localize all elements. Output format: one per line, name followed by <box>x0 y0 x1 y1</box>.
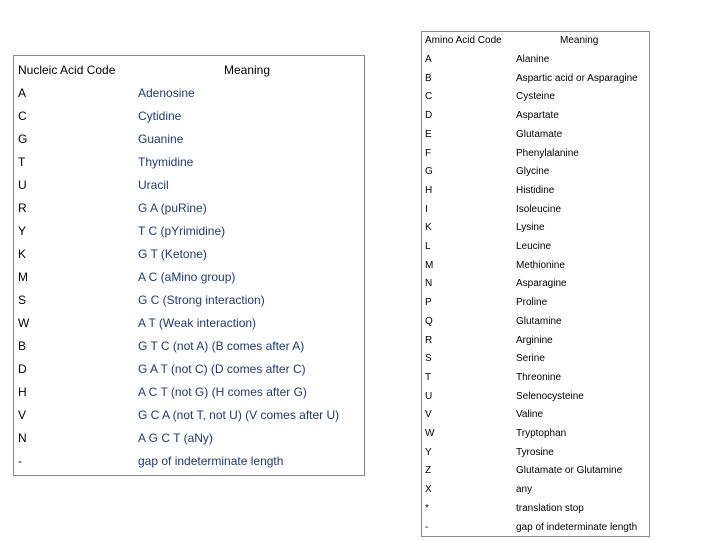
row-meaning: Tryptophan <box>516 428 567 439</box>
row-meaning: any <box>516 484 533 496</box>
row-code: A <box>425 54 432 65</box>
row-meaning: G A T (not C) (D comes after C) <box>138 362 306 376</box>
row-code: N <box>18 431 27 445</box>
row-meaning: Lysine <box>516 222 545 234</box>
nucleic-acid-code-table <box>13 55 365 476</box>
row-code: U <box>18 178 27 192</box>
row-meaning: Thymidine <box>138 155 194 169</box>
row-meaning: Cysteine <box>516 91 555 103</box>
row-meaning: Alanine <box>516 54 550 65</box>
row-code: - <box>425 521 429 533</box>
row-meaning: Phenylalanine <box>516 147 579 159</box>
row-meaning: Aspartic acid or Asparagine <box>516 72 638 84</box>
row-meaning: G C (Strong interaction) <box>138 293 265 307</box>
row-code: H <box>425 184 433 196</box>
row-meaning: Valine <box>516 409 544 421</box>
row-code: K <box>425 222 432 234</box>
row-code: N <box>425 278 433 290</box>
row-meaning: G T C (not A) (B comes after A) <box>138 339 305 353</box>
row-code: Y <box>425 446 432 458</box>
row-code: V <box>425 409 432 421</box>
row-code: - <box>18 454 22 468</box>
row-code: A <box>18 86 27 100</box>
row-meaning: G C A (not T, not U) (V comes after U) <box>138 408 340 422</box>
row-meaning: Adenosine <box>138 86 195 100</box>
row-meaning: Leucine <box>516 241 552 252</box>
row-meaning: Proline <box>516 297 548 309</box>
row-meaning: Aspartate <box>516 110 559 122</box>
row-meaning: Isoleucine <box>516 203 562 215</box>
row-code: D <box>18 362 27 376</box>
row-code: E <box>425 128 432 140</box>
row-code: G <box>425 166 433 178</box>
row-code: R <box>18 201 27 215</box>
row-code: T <box>18 155 26 169</box>
row-code: * <box>425 502 429 514</box>
row-code: W <box>18 316 30 330</box>
row-code: X <box>425 484 432 496</box>
row-meaning: A C (aMino group) <box>138 270 236 284</box>
row-meaning: Glutamine <box>516 315 562 327</box>
row-code: T <box>425 371 432 383</box>
row-code: B <box>425 72 432 84</box>
row-meaning: Glycine <box>516 166 550 178</box>
row-code: C <box>18 109 27 123</box>
nucleic-header-code: Nucleic Acid Code <box>18 63 116 77</box>
row-code: L <box>425 241 431 252</box>
row-code: Y <box>18 224 27 238</box>
row-code: V <box>18 408 27 422</box>
row-code: M <box>18 270 28 284</box>
row-meaning: Serine <box>516 353 545 365</box>
row-code: M <box>425 259 434 271</box>
row-meaning: A T (Weak interaction) <box>138 316 257 330</box>
row-code: Z <box>425 465 432 477</box>
row-meaning: Guanine <box>138 132 184 146</box>
row-code: S <box>18 293 27 307</box>
row-meaning: Uracil <box>138 178 169 192</box>
row-code: B <box>18 339 27 353</box>
amino-header-code: Amino Acid Code <box>425 35 502 46</box>
nucleic-header-meaning: Meaning <box>224 63 271 77</box>
row-code: C <box>425 91 433 103</box>
row-code: D <box>425 110 433 122</box>
row-meaning: G A (puRine) <box>138 201 207 215</box>
row-meaning: A C T (not G) (H comes after G) <box>138 385 307 399</box>
row-code: S <box>425 353 432 365</box>
row-meaning: Selenocysteine <box>516 390 584 402</box>
row-meaning: Methionine <box>516 259 565 271</box>
row-meaning: Asparagine <box>516 278 567 290</box>
row-code: H <box>18 385 27 399</box>
row-code: U <box>425 390 433 402</box>
amino-header-meaning: Meaning <box>560 35 599 46</box>
row-code: G <box>18 132 28 146</box>
row-code: Q <box>425 315 433 327</box>
row-meaning: translation stop <box>516 502 584 514</box>
row-code: K <box>18 247 27 261</box>
row-code: I <box>425 203 428 215</box>
row-meaning: Cytidine <box>138 109 182 123</box>
row-meaning: Tyrosine <box>516 446 554 458</box>
row-code: F <box>425 147 432 159</box>
row-meaning: Histidine <box>516 184 555 196</box>
row-code: W <box>425 428 435 439</box>
row-meaning: A G C T (aNy) <box>138 431 213 445</box>
row-meaning: G T (Ketone) <box>138 247 207 261</box>
row-meaning: Glutamate or Glutamine <box>516 465 623 477</box>
row-meaning: Glutamate <box>516 128 563 140</box>
row-meaning: Threonine <box>516 371 562 383</box>
row-meaning: T C (pYrimidine) <box>138 224 226 238</box>
row-code: P <box>425 297 432 309</box>
row-meaning: Arginine <box>516 334 553 346</box>
amino-acid-code-table <box>421 31 650 537</box>
row-meaning: gap of indeterminate length <box>516 521 638 533</box>
row-code: R <box>425 334 433 346</box>
row-meaning: gap of indeterminate length <box>138 454 284 468</box>
